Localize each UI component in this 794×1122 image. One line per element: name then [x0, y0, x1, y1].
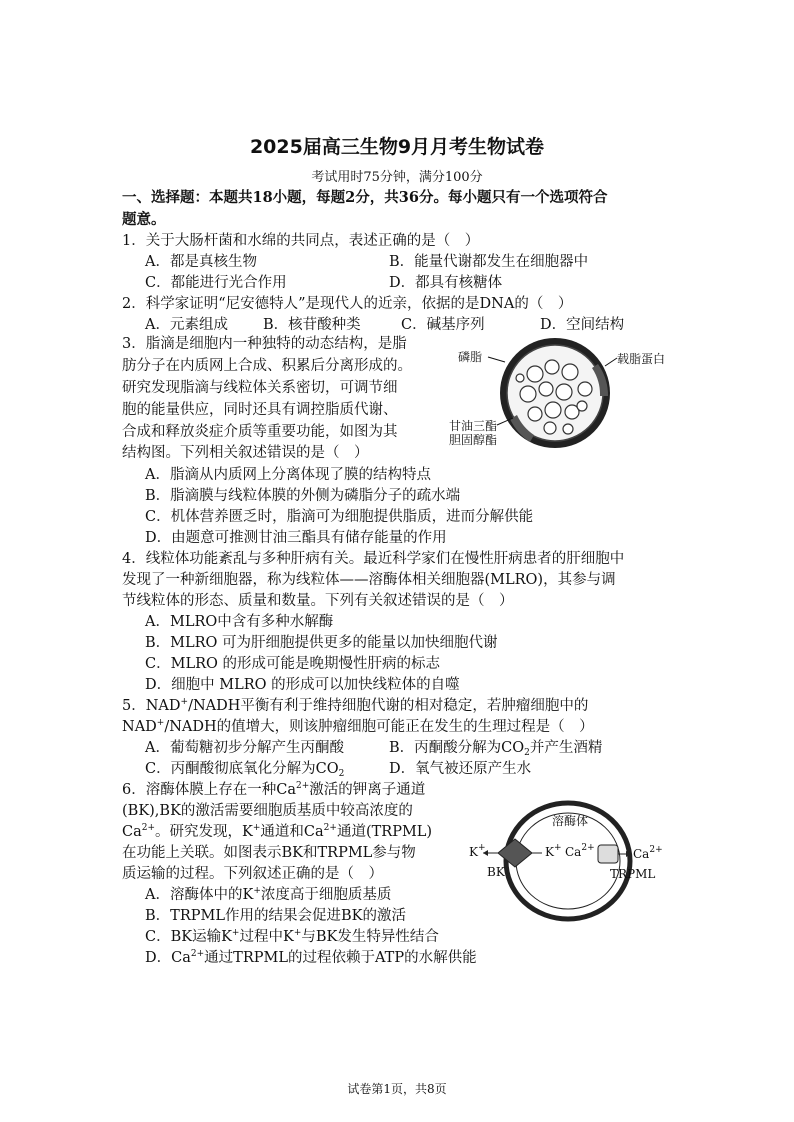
q1-option-b: B．能量代谢都发生在细胞器中 [389, 254, 589, 270]
label-leader-lines [445, 340, 675, 440]
q5-option-b: B．丙酮酸分解为$CO_2$并产生酒精 [389, 740, 603, 758]
q5-stem-line1: 5．NAD+/NADH平衡有利于维持细胞代谢的相对稳定，若肿瘤细胞中的 [122, 697, 589, 714]
q3-stem-line1: 3．脂滴是细胞内一种独特的动态结构，是脂 [122, 336, 407, 352]
page-footer: 试卷第1页，共8页 [347, 1082, 447, 1096]
q6-stem-line5: 质运输的过程。下列叙述正确的是（ ） [122, 866, 383, 882]
q6-option-a: A．溶酶体中的K+浓度高于细胞质基质 [145, 886, 392, 903]
q3-stem-line6: 结构图。下列相关叙述错误的是（ ） [122, 445, 369, 461]
q3-option-c: C．机体营养匮乏时，脂滴可为细胞提供脂质，进而分解供能 [145, 509, 534, 525]
label-k-out: K+ [469, 843, 486, 859]
q6-option-c: C．BK运输K+过程中K+与BK发生特异性结合 [145, 928, 439, 945]
q6-stem-line3: $Ca^{2+}$。研究发现，K+通道和$Ca^{2+}$通道(TRPML) [122, 823, 433, 840]
q2-stem: 2．科学家证明“尼安德特人”是现代人的近亲，依据的是DNA的（ ） [122, 296, 573, 312]
trpml-channel [598, 845, 618, 863]
q2-option-c: C．碱基序列 [401, 317, 485, 333]
q2-option-d: D．空间结构 [540, 317, 625, 333]
q4-stem-line2: 发现了一种新细胞器，称为线粒体——溶酶体相关细胞器(MLRO)，其参与调 [122, 572, 616, 588]
label-bk: BK [487, 865, 505, 879]
q4-stem-line3: 节线粒体的形态、质量和数量。下列有关叙述错误的是（ ） [122, 593, 514, 609]
q1-option-c: C．都能进行光合作用 [145, 275, 287, 291]
q3-stem-line2: 肪分子在内质网上合成、积累后分离形成的。 [122, 358, 412, 374]
section-heading-line2: 题意。 [122, 211, 166, 228]
q5-option-c: C．丙酮酸彻底氧化分解为$CO_2$ [145, 761, 345, 779]
q3-stem-line5: 合成和释放炎症介质等重要功能，如图为其 [122, 424, 398, 440]
q4-option-d: D．细胞中 MLRO 的形成可以加快线粒体的自噬 [145, 677, 460, 693]
exam-meta: 考试用时75分钟，满分100分 [311, 170, 483, 185]
label-ca-out: $Ca^{2+}$ [633, 845, 663, 861]
q6-stem-line4: 在功能上关联。如图表示BK和TRPML参与物 [122, 845, 416, 861]
q6-option-d: D．$Ca^{2+}$通过TRPML的过程依赖于ATP的水解供能 [145, 949, 477, 966]
q2-option-a: A．元素组成 [145, 317, 228, 333]
section-heading-line1: 一、选择题：本题共18小题，每题2分，共36分。每小题只有一个选项符合 [122, 189, 608, 206]
q3-stem-line3: 研究发现脂滴与线粒体关系密切，可调节细 [122, 380, 398, 396]
q5-stem-line2: NAD+/NADH的值增大，则该肿瘤细胞可能正在发生的生理过程是（ ） [122, 718, 594, 735]
label-trpml: TRPML [610, 867, 656, 881]
q6-stem-line1: 6．溶酶体膜上存在一种$Ca^{2+}$激活的钾离子通道 [122, 781, 426, 798]
label-k-in: K+ [545, 843, 562, 859]
q5-option-d: D．氧气被还原产生水 [389, 761, 532, 777]
label-phospholipid: 磷脂 [458, 350, 483, 364]
label-triglyceride: 甘油三酯 [449, 419, 498, 433]
q4-option-c: C．MLRO 的形成可能是晚期慢性肝病的标志 [145, 656, 440, 672]
q3-option-d: D．由题意可推测甘油三酯具有储存能量的作用 [145, 530, 447, 546]
q3-option-b: B．脂滴膜与线粒体膜的外侧为磷脂分子的疏水端 [145, 488, 461, 504]
q6-option-b: B．TRPML作用的结果会促进BK的激活 [145, 908, 406, 924]
label-lysosome: 溶酶体 [552, 814, 589, 828]
q5-option-a: A．葡萄糖初步分解产生丙酮酸 [145, 740, 344, 756]
q4-stem-line1: 4．线粒体功能紊乱与多种肝病有关。最近科学家们在慢性肝病患者的肝细胞中 [122, 551, 625, 567]
label-ca-in: $Ca^{2+}$ [565, 843, 595, 859]
q1-stem: 1．关于大肠杆菌和水绵的共同点，表述正确的是（ ） [122, 233, 480, 249]
q2-option-b: B．核苷酸种类 [263, 317, 361, 333]
q3-option-a: A．脂滴从内质网上分离体现了膜的结构特点 [145, 467, 431, 483]
q4-option-b: B．MLRO 可为肝细胞提供更多的能量以加快细胞代谢 [145, 635, 498, 651]
q1-option-d: D．都具有核糖体 [389, 275, 503, 291]
q1-option-a: A．都是真核生物 [145, 254, 257, 270]
label-cholesterol-ester: 胆固醇酯 [449, 433, 498, 447]
q6-stem-line2: (BK),BK的激活需要细胞质基质中较高浓度的 [122, 803, 413, 819]
q3-stem-line4: 胞的能量供应，同时还具有调控脂质代谢、 [122, 402, 398, 418]
label-apolipoprotein: 载脂蛋白 [617, 352, 666, 366]
exam-title: 2025届高三生物9月月考生物试卷 [249, 136, 545, 158]
bk-channel [498, 839, 532, 867]
q4-option-a: A．MLRO中含有多种水解酶 [145, 614, 334, 630]
